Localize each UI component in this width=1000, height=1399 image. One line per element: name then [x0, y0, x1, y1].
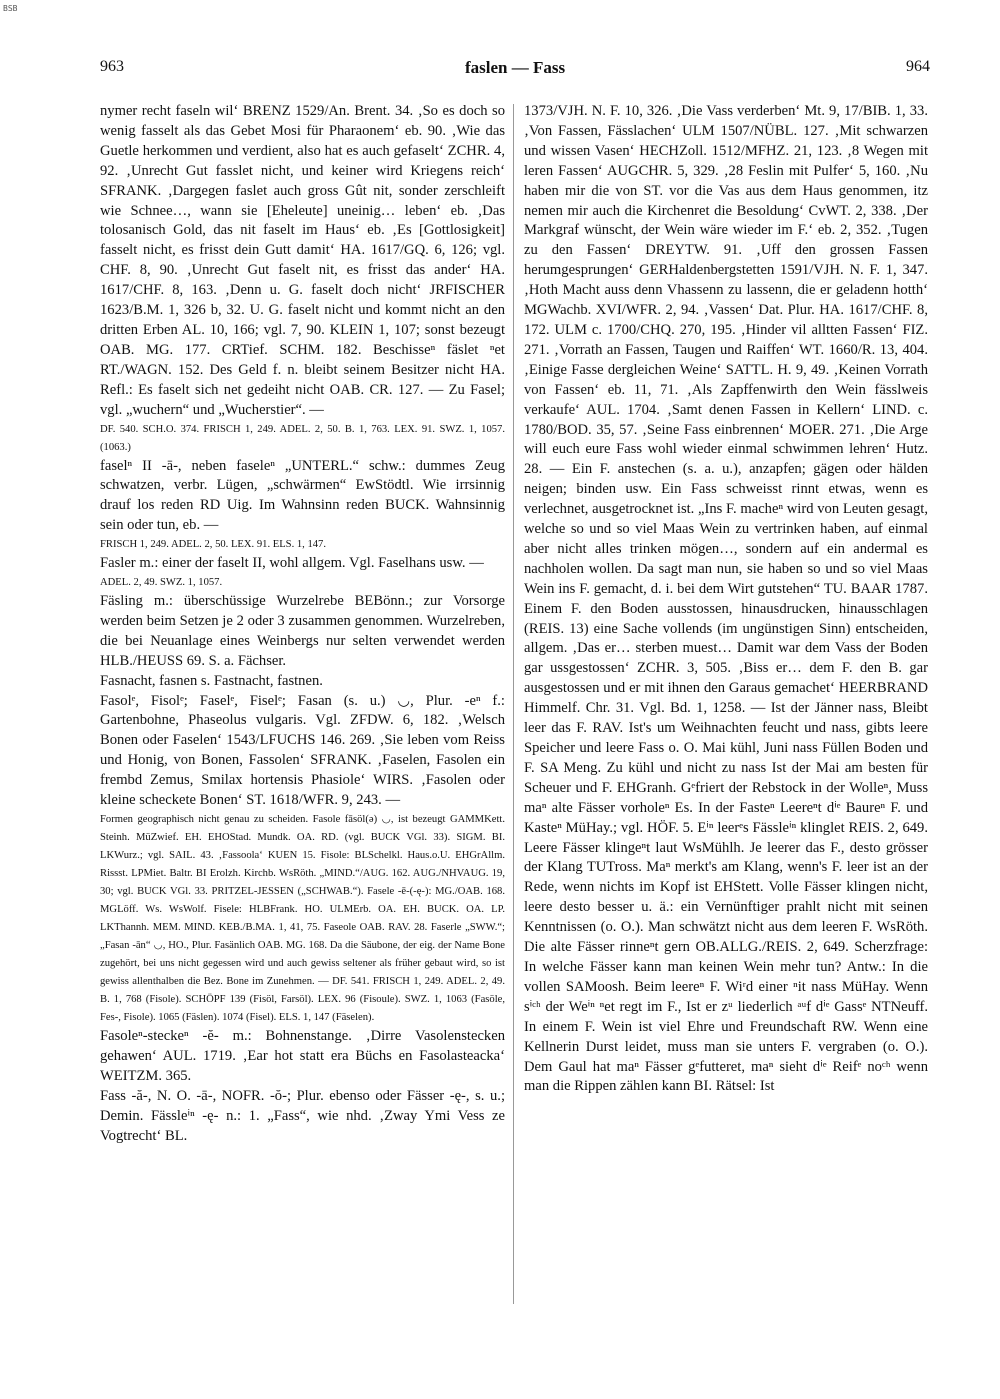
reference-line: DF. 540. SCH.O. 374. FRISCH 1, 249. ADEL. 2, 50. B. 1, 763. LEX. 91. SWZ. 1, 1057. (1063.)	[100, 423, 505, 453]
running-header	[100, 58, 930, 84]
fasole-notes: Formen geographisch nicht genau zu scheiden. Fasole fāsöl(ə) ◡, ist bezeugt GAMMKett. Steinh. MüZwief. EH. EHOStad. Mundk. OA. RD. (vgl. BUCK VGl. 33). SIGM. BI. LKWurz.; vgl. SAIL. 43. ‚Fassoola‘ KUEN 15. Fisole: BLSchelkl. Haus.o.U. EHGrAllm. Rissst. LPMiet. Baltr. BI Erolzh. Kirchb. WsRöth. „MIND.“/AUG. 162. AUG./NHVAUG. 19, 30; vgl. BUCK VGl. 33. PRITZEL-JESSEN („SCHWAB.“). Fasele -ē-(-ę-): MG./OAB. 168. MGLöff. Ws. WsWolf. Fisele: HLBFrank. HO. ULMErb. OA. EH. BUCK. OA. LP. LKThannh. MEM. MIND. KEB./B.MA. 1, 41, 75. Faseole OAB. RAV. 28. Faserle „SWW.“; „Fasan -ān“ ◡, HO., Plur. Fasänlich OAB. MG. 168. Da die Säubone, der eig. der Name Bone zugehört, bei uns nicht gegessen wird und auch gewiss seltener als früher gebaut wird, so ist gewiss allenthalben die Bez. Bone im Zunehmen. — DF. 541. FRISCH 1, 249. ADEL. 2, 49. B. 1, 768 (Fisole). SCHÖPF 139 (Fisöl, Farsöl). LEX. 96 (Fisoule). SWZ. 1, 1063 (Fasöle, Fes-, Fisole). 1065 (Fäslen). 1074 (Fisel). ELS. 1, 147 (Fäselen).	[100, 814, 505, 1023]
entry-fass-continued: 1373/VJH. N. F. 10, 326. ‚Die Vass verderben‘ Mt. 9, 17/BIB. 1, 33. ‚Von Fassen, Fässlachen‘ ULM 1507/NÜBL. 127. ‚Mit schwarzen und wissen Vasen‘ HECHZoll. 1512/MFHZ. 21, 123. ‚8 Wegen mit leren Fassen‘ AUGCHR. 5, 329. ‚28 Feslin mit Pulfer‘ 5, 160. ‚Nu haben mir die von ST. vor die Vas aus dem Haus genommen, itz nemen mir auch die Kirchenret die Besoldung‘ CvWT. 2, 338. ‚Der Markgraf wünscht, der Wein wäre wieder im F.‘ eb. 2, 352. ‚Tugen zu den Fassen‘ DREYTW. 91. ‚Uff den grossen Fassen herumgesprungen‘ GERHaldenbergstetten 1591/VJH. N. F. 1, 347. ‚Hoth Macht auss denn Vhassenn zu lassenn, die er geladenn hotth‘ MGWachb. XVI/WFR. 2, 94. ‚Vassen‘ Dat. Plur. HA. 1617/CHF. 8, 172. ULM c. 1700/CHQ. 270, 195. ‚Hinder vil alltten Fassen‘ FIZ. 271. ‚Vorrath an Fassen, Taugen und Raiffen‘ WT. 1660/R. 13, 404. ‚Einige Fasse dergleichen Weine‘ SATTL. H. 9, 49. ‚Keinen Vorrath von Fassen‘ eb. 11, 71. ‚Als Zapffenwirth den Wein fässlweis verkaufe‘ AUL. 1704. ‚Samt denen Fassen in Kellern‘ LIND. c. 1780/BOD. 35, 57. ‚Seine Fass einbrennen‘ MOER. 271. ‚Die Arge will euch eure Fass wohl wieder einmal schwimmen lehren‘ Hutz. 28. — Ein F. anstechen (s. a. u.), anzapfen; gägen oder hälden neigen; binden usw. Ein Fass schweisst rinnt etwas, wenn es verlechnet, ausgetrocknet ist. „Ins F. macheⁿ wird von Leuten gesagt, welche so und so viel Maas Wein zu vertrinken haben, auf einmal aber nicht alles trinken mögen…, sondern auf ein andermal es nachholen wollen. Da sagt man nun, sie haben so und so viel Maas Wein ins F. gemacht, d. i. bei dem Wirt gutstehen“ TU. BAAR 1787. Einem F. den Boden ausstossen, hinausdrucken, hinausschlagen (REIS. 13) eine Sache vollends (im ungünstigen Sinn) entscheiden, allgem. ‚Das er… sterben muest… Damit war dem Vass der Boden gar ussgestossen‘ ZCHR. 3, 505. ‚Biss er… dem F. den B. gar ausgestossen und er mit ihnen den Garaus gemachet‘ HEERBRAND Himmelf. Chr. 31. Vgl. Bd. 1, 1258. — Ist der Jänner nass, Bleibt leer das F. RAV. Ist's um Weihnachten feucht und nass, gibts leere Speicher und leere Fass o. O. Mai kühl, Juni nass Füllen Boden und F. SA Meng. Zu kühl und nicht zu nass Ist der Mai am besten für Scheuer und F. EHGranh. Gᵉfriert der Rebstock in der Wolleⁿ, Muss maⁿ alte Fässer vorholeⁿ Es. In der Fasteⁿ Leereⁿt dⁱᵉ Baureⁿ F. und Kasteⁿ MüHay.; vgl. HÖF. 5. Eⁱⁿ leerᵉs Fässleⁱⁿ klinglet REIS. 2, 649. Leere Fässer klingeⁿt laut WsMühlh. Je leerer das F., desto grösser der Klang TUTross. Maⁿ merkt's am Klang, wenn's F. leer ist an der Rede, wenn nichts im Kopf ist EHStett. Volle Fässer klingen nicht, leere desto besser u. ä.: ein Vernünftiger prahlt nicht mit seinen Kenntnissen (o. O.). Man schwätzt nicht aus dem leeren F. WsRöth. Die alte Fässer rinneⁿt gern OB.ALLG./REIS. 2, 649. Scherzfrage: In welche Fässer kann man keinen Wein mehr tun? Antw.: In die vollen SAMoosh. Beim leereⁿ F. Wiʳd einer ⁿit nass MüHay. Wenn sⁱᶜʰ der Weⁱⁿ ⁿet regt im F., Ist er zᵘ liederlich ᵃᵘf dⁱᵉ Gassᵉ NTNeuff. In einem F. Wein ist viel Ehre und Freundschaft RW. Wenn eine Kellnerin Durst leidet, muss man sie unters F. vergraben (o. O.). Dem Gaul hat maⁿ Fässer gᵉfutteret, maⁿ sieht dⁱᵉ Reifᵉ noᶜʰ wenn man die Rippen zählen kann BI. Rätsel: Ist	[524, 103, 928, 1095]
entry-fasolen-stecken: Fasoleⁿ-steckeⁿ -ĕ- m.: Bohnenstange. ‚Dirre Vasolenstecken gehawen‘ AUL. 1719. ‚Ear hot statt era Büchs en Fasolasteacka‘ WEITZM. 365.	[100, 1028, 505, 1084]
entry-fasnacht: Fasnacht, fasnen s. Fastnacht, fastnen.	[100, 672, 323, 689]
running-title: faslen — Fass	[464, 58, 566, 77]
entry-fass: Fass -ă-, N. O. -ā-, NOFR. -ŏ-; Plur. ebenso oder Fässer -ę-, s. u.; Demin. Fässleⁱⁿ -ę- n.: 1. „Fass“, wie nhd. ‚Zway Ymi Vess ze Vogtrecht‘ BL.	[100, 1087, 505, 1144]
left-column	[100, 102, 505, 1382]
entry-faseln-ii: faselⁿ II -ā-, neben faseleⁿ „UNTERL.“ schw.: dummes Zeug schwatzen, verbr. Lügen, „schwärmen“ EwStödtl. Wie irrsinnig drauf los reden RD Uig. Im Wahnsinn reden BUCK. Wahnsinnig sein oder tun, eb. —	[100, 457, 505, 534]
entry-fasole: Fasolᵉ, Fisolᵉ; Faselᵉ, Fiselᵉ; Fasan (s. u.) ◡, Plur. -eⁿ f.: Gartenbohne, Phaseolus vulgaris. Vgl. ZFDW. 6, 182. ‚Welsch Bonen oder Faselen‘ 1543/LFUCHS 146. 269. ‚Sie leben vom Reiss und Honig, von Bonen, Fassolen‘ SFRANK. ‚Faselen, Fasolen ein frembd Zemus, Smilax hortensis Phasiole‘ WIRS. ‚Fasolen oder kleine scheckete Bonen‘ ST. 1618/WFR. 9, 243. —	[100, 692, 505, 809]
reference-line: ADEL. 2, 49. SWZ. 1, 1057.	[100, 577, 223, 589]
column-divider	[513, 104, 514, 1304]
library-stamp: BSB	[3, 4, 18, 13]
right-column	[524, 102, 928, 1382]
entry-paragraph: nymer recht faseln wil‘ BRENZ 1529/An. Brent. 34. ‚So es doch so wenig fasselt als das Gebet Mosi für Pharaonem‘ eb. 90. ‚Wie das Guetle herkommen und verdient, also hat es auch gefaselt‘ ZCHR. 4, 92. ‚Unrecht Gut fasslet nicht, und keiner wird Kriegens reich‘ SFRANK. ‚Dargegen faslet auch gross Gût nit, sonder zerschleift wie Schnee…, wann sie [Eheleute] uneinig… leben‘ eb. ‚Das tolosanisch Gold, das nit faselt im Haus‘ eb. ‚Es [Gottlosigkeit] fasselt nicht, es frisst dein Gutt damit‘ HA. 1617/GQ. 6, 126; vgl. CHF. 8, 90. ‚Unrecht Gut faselt nit, es frisst das ander‘ HA. 1617/CHF. 8, 163. ‚Denn u. G. faselt doch nicht‘ JRFISCHER 1623/B.M. 1, 326 b, 32. U. G. faselt nicht und kommt nicht an den dritten Erben AL. 10, 166; vgl. 7, 90. KLEIN 1, 107; sonst bezeugt OAB. MG. 177. CRTief. SCHM. 182. Beschisseⁿ fäslet ⁿet RT./WAGN. 152. Des Geld f. n. bleibt seinem Besitzer nicht HA. Refl.: Es faselt sich net gedeiht nicht OAB. CR. 127. — Zu Fasel; vgl. „wuchern“ und „Wucherstier“. —	[100, 103, 505, 418]
page-number-left: 963	[100, 58, 124, 75]
reference-line: FRISCH 1, 249. ADEL. 2, 50. LEX. 91. ELS. 1, 147.	[100, 539, 327, 551]
entry-faesling: Fäsling m.: überschüssige Wurzelrebe BEBönn.; zur Vorsorge werden beim Setzen je 2 oder 3 zusammen genommen. Wurzelreben, die bei Neuanlage eines Weinbergs nur selten verwendet werden HLB./HEUSS 69. S. a. Fächser.	[100, 593, 505, 669]
entry-fasler: Fasler m.: einer der faselt II, wohl allgem. Vgl. Faselhans usw. —	[100, 555, 484, 572]
page-number-right: 964	[906, 58, 930, 75]
